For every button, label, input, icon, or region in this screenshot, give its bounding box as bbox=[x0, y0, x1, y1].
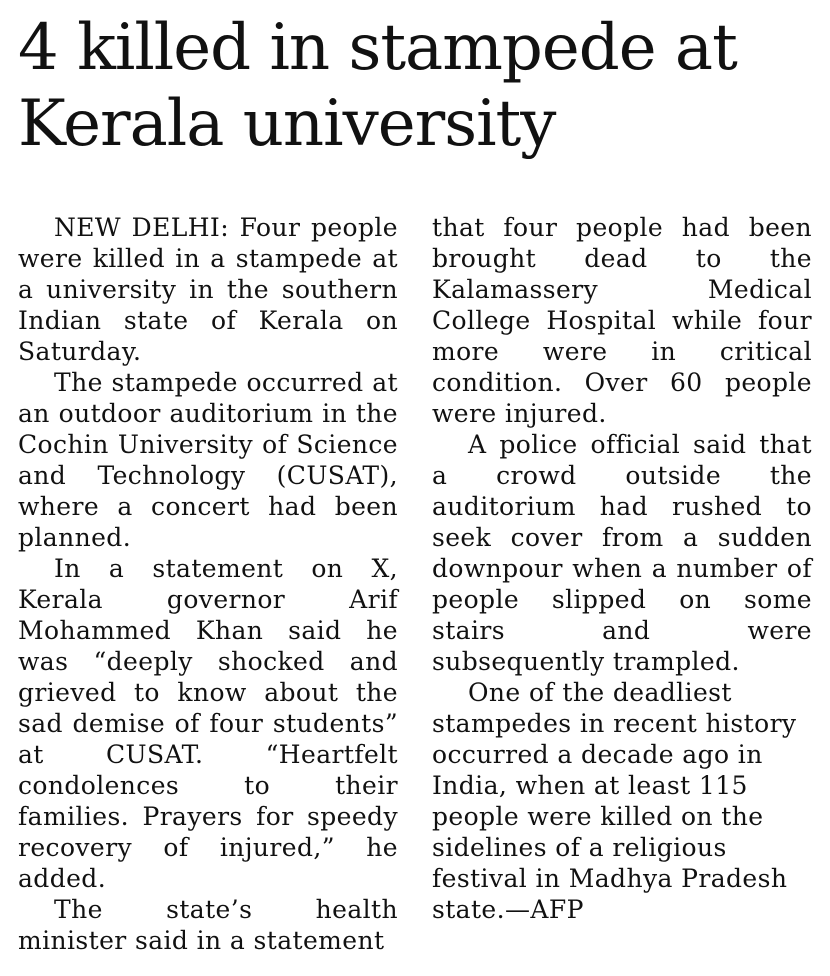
article-paragraph: The stampede occurred at an outdoor auditorium in the Cochin University of Science and Technology (CUSAT), where a concert had been planned. bbox=[18, 368, 398, 552]
article-paragraph: A police official said that a crowd outside the auditorium had rushed to seek cover from a sudden downpour when a number of people slipped on some stairs and were subsequently trampled. bbox=[432, 430, 812, 676]
article-paragraph: One of the deadliest stampedes in recent history occurred a decade ago in India, when at least 115 people were killed on the sidelines of a religious festival in Madhya Pradesh state.—AFP bbox=[432, 678, 797, 924]
article-paragraph-continued: that four people had been brought dead to the Kalamassery Medical College Hospital while four more were in critical condition. Over 60 people were injured. bbox=[432, 213, 812, 428]
article-paragraph: NEW DELHI: Four people were killed in a stampede at a university in the southern Indian state of Kerala on Saturday. bbox=[18, 213, 398, 366]
article-column-left bbox=[18, 212, 398, 956]
article-column-right bbox=[432, 212, 812, 925]
article-paragraph: The state’s health minister said in a statement bbox=[18, 895, 398, 955]
article-paragraph: In a statement on X, Kerala governor Arif Mohammed Khan said he was “deeply shocked and grieved to know about the sad demise of four students” at CUSAT. “Heartfelt condolences to their families. Prayers for speedy recovery of injured,” he added. bbox=[18, 554, 398, 893]
article-headline: 4 killed in stampede at Kerala university bbox=[18, 11, 737, 161]
